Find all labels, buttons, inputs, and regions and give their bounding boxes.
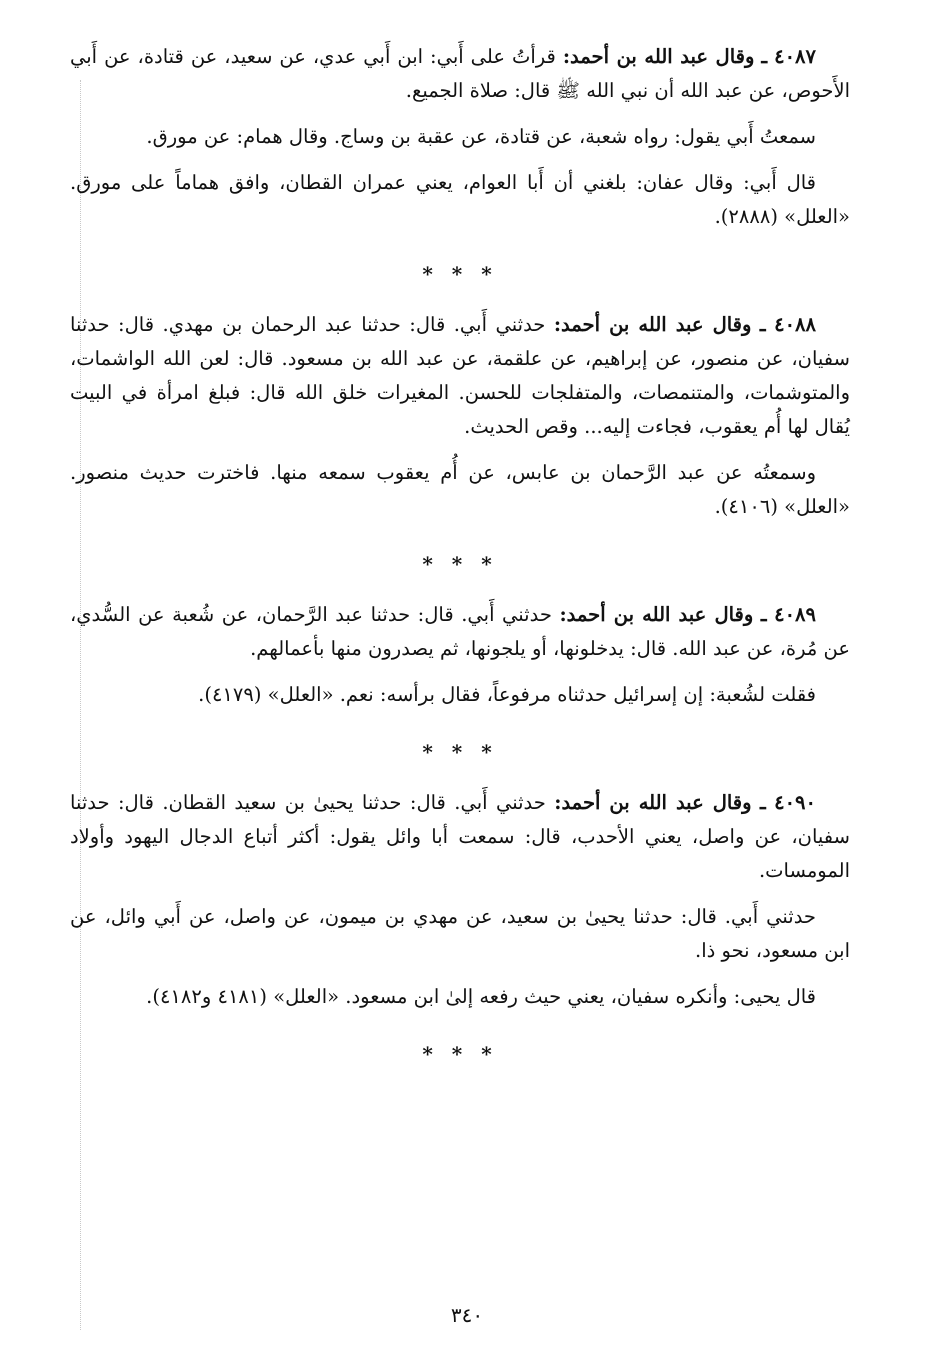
section-separator: * * *: [422, 740, 498, 764]
entry-4088: [70, 308, 850, 524]
entry-number: ٤٠٩٠: [774, 791, 816, 814]
entry-paragraph: سمعتُ أَبي يقول: رواه شعبة، عن قتادة، عن عقبة بن وساج. وقال همام: عن مورق.: [146, 125, 816, 148]
page-body: [70, 40, 850, 1088]
entry-lead: وقال عبد الله بن أحمد:: [554, 791, 752, 814]
section-separator: * * *: [422, 552, 498, 576]
entry-paragraph: قال أَبي: وقال عفان: بلغني أن أَبا العوام، يعني عمران القطان، وافق هماماً على مورق. «العلل» (٢٨٨٨).: [70, 171, 850, 228]
entry-dash: ـ: [760, 603, 767, 626]
section-separator: * * *: [422, 1042, 498, 1066]
entry-text: [70, 598, 850, 666]
entry-lead: وقال عبد الله بن أحمد:: [562, 45, 755, 68]
entry-dash: ـ: [759, 313, 766, 336]
entry-paragraph: وسمعتُه عن عبد الرَّحمان بن عابس، عن أُم يعقوب سمعه منها. فاخترت حديث منصور. «العلل» (٤١٠٦).: [70, 461, 850, 518]
entry-text: [70, 308, 850, 444]
entry-lead: وقال عبد الله بن أحمد:: [553, 313, 752, 336]
entry-text: [70, 40, 850, 108]
entry-4087: [70, 40, 850, 234]
page-number: ٣٤٠: [450, 1303, 484, 1327]
entry-paragraph: فقلت لشُعبة: إن إسرائيل حدثناه مرفوعاً، فقال برأسه: نعم. «العلل» (٤١٧٩).: [198, 683, 816, 706]
entry-dash: ـ: [759, 791, 766, 814]
entry-body: حدثني أَبي. قال: حدثنا عبد الرَّحمان، عن شُعبة عن السُّدي، عن مُرة، عن عبد الله. قال: يدخلونها، أو يلجونها، ثم يصدرون منها بأعمالهم.: [70, 603, 850, 660]
entry-body: قرأتُ على أَبي: ابن أَبي عدي، عن سعيد، عن قتادة، عن أَبي الأَحوص، عن عبد الله أن نبي الله ﷺ قال: صلاة الجميع.: [70, 45, 850, 102]
entry-paragraph: قال يحيى: وأنكره سفيان، يعني حيث رفعه إلىٰ ابن مسعود. «العلل» (٤١٨١ و٤١٨٢).: [146, 985, 816, 1008]
entry-4090: [70, 786, 850, 1014]
entry-text: [70, 786, 850, 888]
entry-paragraph: حدثني أَبي. قال: حدثنا يحيىٰ بن سعيد، عن مهدي بن ميمون، عن واصل، عن أَبي وائل، عن ابن مسعود، نحو ذا.: [70, 905, 850, 962]
entry-number: ٤٠٨٧: [774, 45, 817, 68]
entry-body: حدثني أَبي. قال: حدثنا يحيىٰ بن سعيد القطان. قال: حدثنا سفيان، عن واصل، يعني الأحدب، قال: سمعت أبا وائل يقول: أكثر أتباع الدجال اليهود وأولاد المومسات.: [70, 791, 850, 882]
entry-number: ٤٠٨٩: [774, 603, 817, 626]
section-separator: * * *: [422, 262, 498, 286]
entry-4089: [70, 598, 850, 712]
entry-lead: وقال عبد الله بن أحمد:: [559, 603, 754, 626]
entry-body: حدثني أَبي. قال: حدثنا عبد الرحمان بن مهدي. قال: حدثنا سفيان، عن منصور، عن إبراهيم، عن علقمة، عن عبد الله بن مسعود. قال: لعن الله الواشمات، والمتوشمات، والمتنمصات، والمتفلجات للحسن. المغيرات خلق الله قال: فبلغ امرأة في البيت يُقال لها أُم يعقوب، فجاءت إليه... وقص الحديث.: [70, 313, 850, 438]
entry-dash: ـ: [761, 45, 768, 68]
entry-number: ٤٠٨٨: [774, 313, 817, 336]
